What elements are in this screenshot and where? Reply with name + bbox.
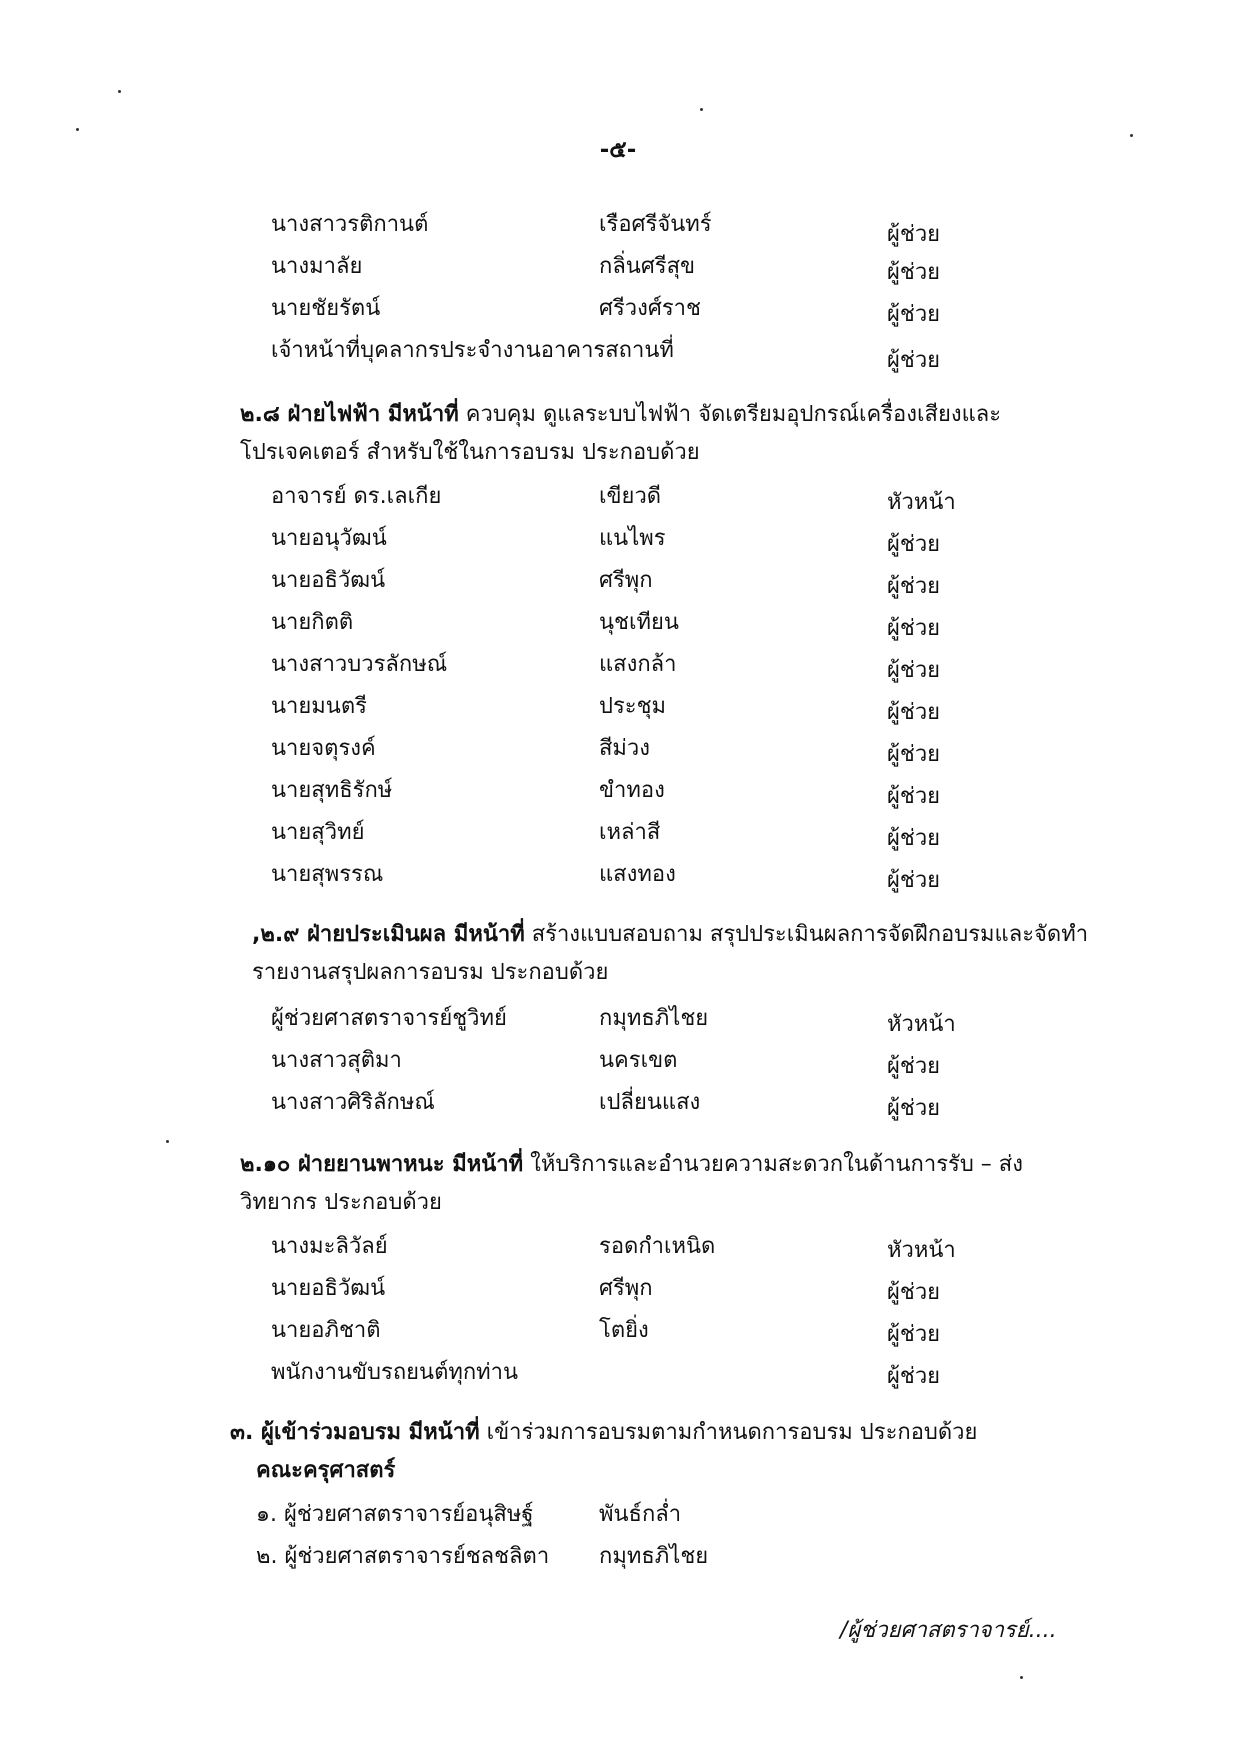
member-role: ผู้ช่วย xyxy=(887,826,941,851)
table-row xyxy=(0,1228,1236,1270)
member-role: หัวหน้า xyxy=(887,490,956,515)
member-name: นายอนุวัฒน์ xyxy=(271,526,387,551)
member-role: ผู้ช่วย xyxy=(887,532,941,557)
member-name: นายชัยรัตน์ xyxy=(271,296,381,321)
member-role: ผู้ช่วย xyxy=(887,574,941,599)
list-item xyxy=(0,1538,1236,1580)
member-name: นายจตุรงค์ xyxy=(271,736,376,761)
member-name: นายสุวิทย์ xyxy=(271,820,365,845)
member-surname: แสงทอง xyxy=(599,862,676,887)
table-row xyxy=(0,1084,1236,1126)
section-heading: ๓. ผู้เข้าร่วมอบรม มีหน้าที่ xyxy=(230,1420,480,1445)
list-item xyxy=(0,248,1236,290)
member-surname: รอดกำเหนิด xyxy=(599,1234,716,1259)
section-2-8-paragraph xyxy=(160,396,1100,472)
member-name: นางสาวรติกานต์ xyxy=(271,212,429,237)
member-role: หัวหน้า xyxy=(887,1238,956,1263)
member-name: เจ้าหน้าที่บุคลากรประจำงานอาคารสถานที่ xyxy=(271,338,674,363)
section-text: ให้บริการและอำนวยความสะดวกในด้านการรับ – ส่งวิทยากร ประกอบด้วย xyxy=(240,1152,1023,1215)
member-name: นางสาวศิริลักษณ์ xyxy=(271,1090,435,1115)
member-name: นายสุทธิรักษ์ xyxy=(271,778,393,803)
member-role: ผู้ช่วย xyxy=(887,1364,941,1389)
section-3-heading xyxy=(230,1414,977,1449)
member-surname: กลิ่นศรีสุข xyxy=(599,254,696,279)
member-name: นายอธิวัฒน์ xyxy=(271,1276,386,1301)
member-name: นายอธิวัฒน์ xyxy=(271,568,386,593)
table-row xyxy=(0,814,1236,856)
member-role: ผู้ช่วย xyxy=(887,700,941,725)
member-name: อาจารย์ ดร.เลเกีย xyxy=(271,484,442,509)
table-row xyxy=(0,856,1236,898)
member-role: ผู้ช่วย xyxy=(887,616,941,641)
participant-name: ๒. ผู้ช่วยศาสตราจารย์ชลชลิตา xyxy=(256,1544,550,1569)
section-heading: ๒.๑๐ ฝ่ายยานพาหนะ มีหน้าที่ xyxy=(240,1152,524,1177)
member-name: นายมนตรี xyxy=(271,694,367,719)
member-surname: เหล่าสี xyxy=(599,820,661,845)
participant-surname: กมุทธภิไชย xyxy=(599,1544,709,1569)
member-role: ผู้ช่วย xyxy=(887,222,941,247)
table-row xyxy=(0,1042,1236,1084)
section-text: สร้างแบบสอบถาม สรุปประเมินผลการจัดฝึกอบรมและจัดทำรายงานสรุปผลการอบรม ประกอบด้วย xyxy=(252,922,1089,985)
member-role: ผู้ช่วย xyxy=(887,868,941,893)
member-role: ผู้ช่วย xyxy=(887,260,941,285)
member-name: นายกิตติ xyxy=(271,610,354,635)
member-surname: เปลี่ยนแสง xyxy=(599,1090,701,1115)
table-row xyxy=(0,1270,1236,1312)
table-row xyxy=(0,1354,1236,1396)
section-text: ควบคุม ดูแลระบบไฟฟ้า จัดเตรียมอุปกรณ์เครื่องเสียงและโปรเจคเตอร์ สำหรับใช้ในการอบรม ประกอบด้วย xyxy=(240,402,1002,465)
member-name: พนักงานขับรถยนต์ทุกท่าน xyxy=(271,1360,519,1385)
list-item xyxy=(0,1496,1236,1538)
section-heading: ,๒.๙ ฝ่ายประเมินผล มีหน้าที่ xyxy=(252,922,525,947)
member-surname: ศรีพุก xyxy=(599,1276,653,1301)
member-surname: ศรีวงศ์ราช xyxy=(599,296,701,321)
table-row xyxy=(0,772,1236,814)
member-surname: โตยิ่ง xyxy=(599,1318,649,1343)
member-surname: เขียวดี xyxy=(599,484,662,509)
scan-speck xyxy=(166,1140,169,1143)
member-role: ผู้ช่วย xyxy=(887,742,941,767)
scan-speck xyxy=(1020,1676,1023,1679)
section-2-10-paragraph xyxy=(160,1146,1100,1222)
section-heading: ๒.๘ ฝ่ายไฟฟ้า มีหน้าที่ xyxy=(240,402,459,427)
list-item xyxy=(0,206,1236,248)
faculty-label: คณะครุศาสตร์ xyxy=(256,1458,396,1483)
member-role: ผู้ช่วย xyxy=(887,658,941,683)
member-name: ผู้ช่วยศาสตราจารย์ชูวิทย์ xyxy=(271,1006,507,1031)
table-row xyxy=(0,520,1236,562)
member-surname: ศรีพุก xyxy=(599,568,653,593)
scan-speck xyxy=(1130,134,1133,137)
participant-surname: พันธ์กล่ำ xyxy=(599,1502,682,1527)
scan-speck xyxy=(118,90,121,93)
member-surname: ประชุม xyxy=(599,694,667,719)
member-name: นางสาวบวรลักษณ์ xyxy=(271,652,448,677)
member-role: ผู้ช่วย xyxy=(887,1280,941,1305)
table-row xyxy=(0,730,1236,772)
list-item xyxy=(0,332,1236,374)
table-row xyxy=(0,688,1236,730)
member-role: หัวหน้า xyxy=(887,1012,956,1037)
list-item xyxy=(0,290,1236,332)
table-row xyxy=(0,604,1236,646)
member-surname: สีม่วง xyxy=(599,736,651,761)
member-name: นายสุพรรณ xyxy=(271,862,384,887)
scan-speck xyxy=(700,108,703,111)
table-row xyxy=(0,562,1236,604)
member-name: นางมะลิวัลย์ xyxy=(271,1234,388,1259)
table-row xyxy=(0,1000,1236,1042)
participant-name: ๑. ผู้ช่วยศาสตราจารย์อนุสิษฐ์ xyxy=(256,1502,534,1527)
member-surname: แนไพร xyxy=(599,526,666,551)
member-surname: แสงกล้า xyxy=(599,652,677,677)
member-name: นายอภิชาติ xyxy=(271,1318,381,1343)
member-surname: ขำทอง xyxy=(599,778,665,803)
member-role: ผู้ช่วย xyxy=(887,348,941,373)
table-row xyxy=(0,646,1236,688)
member-surname: เรือศรีจันทร์ xyxy=(599,212,712,237)
member-surname: กมุทธภิไชย xyxy=(599,1006,709,1031)
section-text: เข้าร่วมการอบรมตามกำหนดการอบรม ประกอบด้วย xyxy=(479,1420,978,1445)
member-role: ผู้ช่วย xyxy=(887,1054,941,1079)
table-row xyxy=(0,1312,1236,1354)
table-row xyxy=(0,478,1236,520)
member-role: ผู้ช่วย xyxy=(887,1096,941,1121)
section-2-9-paragraph xyxy=(160,916,1100,992)
member-name: นางสาวสุติมา xyxy=(271,1048,402,1073)
member-surname: นุชเทียน xyxy=(599,610,679,635)
member-name: นางมาลัย xyxy=(271,254,363,279)
scan-speck xyxy=(76,128,79,131)
continuation-footer: /ผู้ช่วยศาสตราจารย์.... xyxy=(840,1618,1057,1643)
member-role: ผู้ช่วย xyxy=(887,302,941,327)
member-role: ผู้ช่วย xyxy=(887,784,941,809)
page-number: -๕- xyxy=(599,137,637,163)
member-surname: นครเขต xyxy=(599,1048,678,1073)
member-role: ผู้ช่วย xyxy=(887,1322,941,1347)
